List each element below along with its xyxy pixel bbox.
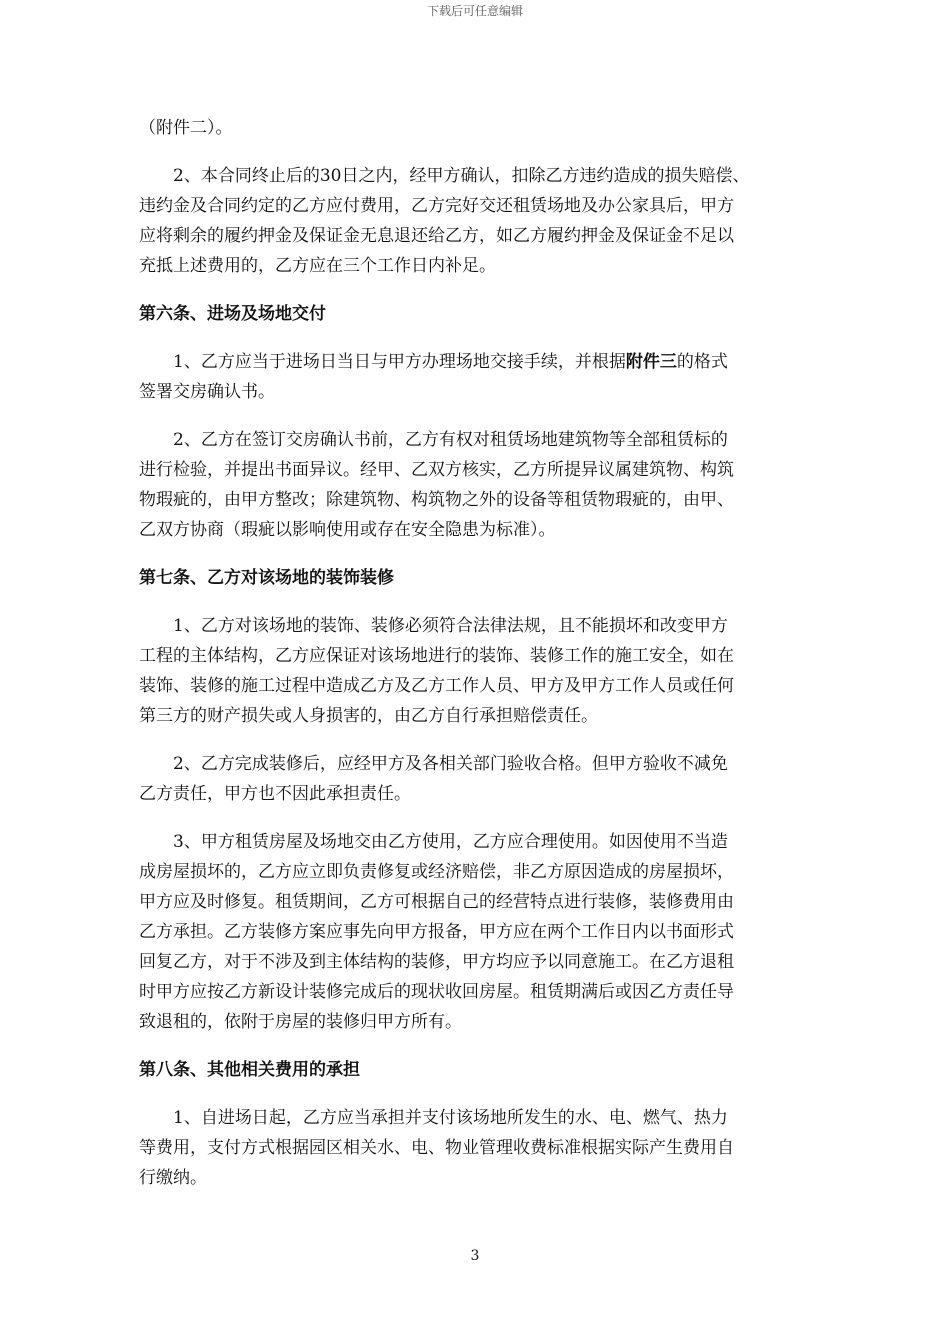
text-segment: 1、乙方应当于进场日当日与甲方办理场地交接手续，并根据 [173, 352, 626, 372]
text-line: 乙双方协商（瑕疵以影响使用或存在安全隐患为标准）。 [139, 520, 556, 540]
text-line: 时甲方应按乙方新设计装修完成后的现状收回房屋。租赁期满后或因乙方责任导 [139, 982, 734, 1002]
paragraph-deposit-refund [139, 161, 819, 281]
text-line: 回复乙方，对于不涉及到主体结构的装修，甲方均应予以同意施工。在乙方退租 [139, 952, 734, 972]
text-line: 应将剩余的履约押金及保证金无息退还给乙方，如乙方履约押金及保证金不足以 [139, 226, 734, 246]
text-line: 成房屋损坏的，乙方应立即负责修复或经济赔偿，非乙方原因造成的房屋损坏， [139, 862, 734, 882]
text-line: 2、乙方完成装修后，应经甲方及各相关部门验收合格。但甲方验收不减免 [173, 754, 728, 774]
text-line: 乙方责任，甲方也不因此承担责任。 [139, 784, 411, 804]
header-note: 下载后可任意编辑 [426, 4, 523, 18]
text-line: 2、本合同终止后的30日之内，经甲方确认，扣除乙方违约造成的损失赔偿、 [173, 166, 750, 186]
text-line: 违约金及合同约定的乙方应付费用，乙方完好交还租赁场地及办公家具后，甲方 [139, 196, 734, 216]
section-heading-article-8: 第八条、其他相关费用的承担 [139, 1060, 360, 1080]
text-segment: 的格式 [676, 352, 728, 372]
paragraph-usage-repair [139, 827, 819, 1037]
text-line: 第三方的财产损失或人身损害的，由乙方自行承担赔偿责任。 [139, 706, 598, 726]
text-line: 物瑕疵的，由甲方整改；除建筑物、构筑物之外的设备等租赁物瑕疵的，由甲、 [139, 490, 734, 510]
text-line: 致退租的，依附于房屋的装修归甲方所有。 [139, 1012, 462, 1032]
text-line: （附件二）。 [139, 118, 233, 138]
text-line: 行缴纳。 [139, 1168, 207, 1188]
text-line: 等费用，支付方式根据园区相关水、电、物业管理收费标准根据实际产生费用自 [139, 1138, 734, 1158]
text-line: 甲方应及时修复。租赁期间，乙方可根据自己的经营特点进行装修，装修费用由 [139, 892, 734, 912]
text-line: 乙方承担。乙方装修方案应事先向甲方报备，甲方应在两个工作日内以书面形式 [139, 922, 734, 942]
page-number: 3 [470, 1248, 480, 1264]
attachment-three-reference: 附件三 [625, 352, 677, 372]
text-line [139, 347, 819, 377]
paragraph-inspection [139, 425, 819, 545]
text-line: 装饰、装修的施工过程中造成乙方及乙方工作人员、甲方及甲方工作人员或任何 [139, 676, 734, 696]
paragraph-handover [139, 347, 819, 407]
section-heading-article-6: 第六条、进场及场地交付 [139, 304, 326, 324]
paragraph-utility-fees [139, 1103, 819, 1193]
text-line: 1、自进场日起，乙方应当承担并支付该场地所发生的水、电、燃气、热力 [173, 1108, 728, 1128]
paragraph-attachment-ref [139, 113, 819, 143]
text-line: 2、乙方在签订交房确认书前，乙方有权对租赁场地建筑物等全部租赁标的 [173, 430, 728, 450]
section-heading-article-7: 第七条、乙方对该场地的装饰装修 [139, 568, 394, 588]
text-line: 工程的主体结构，乙方应保证对该场地进行的装饰、装修工作的施工安全，如在 [139, 646, 734, 666]
paragraph-acceptance [139, 749, 819, 809]
text-line: 充抵上述费用的，乙方应在三个工作日内补足。 [139, 256, 496, 276]
text-line: 3、甲方租赁房屋及场地交由乙方使用，乙方应合理使用。如因使用不当造 [173, 832, 728, 852]
text-line: 1、乙方对该场地的装饰、装修必须符合法律法规，且不能损坏和改变甲方 [173, 616, 728, 636]
text-line: 签署交房确认书。 [139, 382, 275, 402]
paragraph-decoration-rules [139, 611, 819, 731]
document-body [139, 113, 819, 1193]
text-line: 进行检验，并提出书面异议。经甲、乙双方核实，乙方所提异议属建筑物、构筑 [139, 460, 734, 480]
